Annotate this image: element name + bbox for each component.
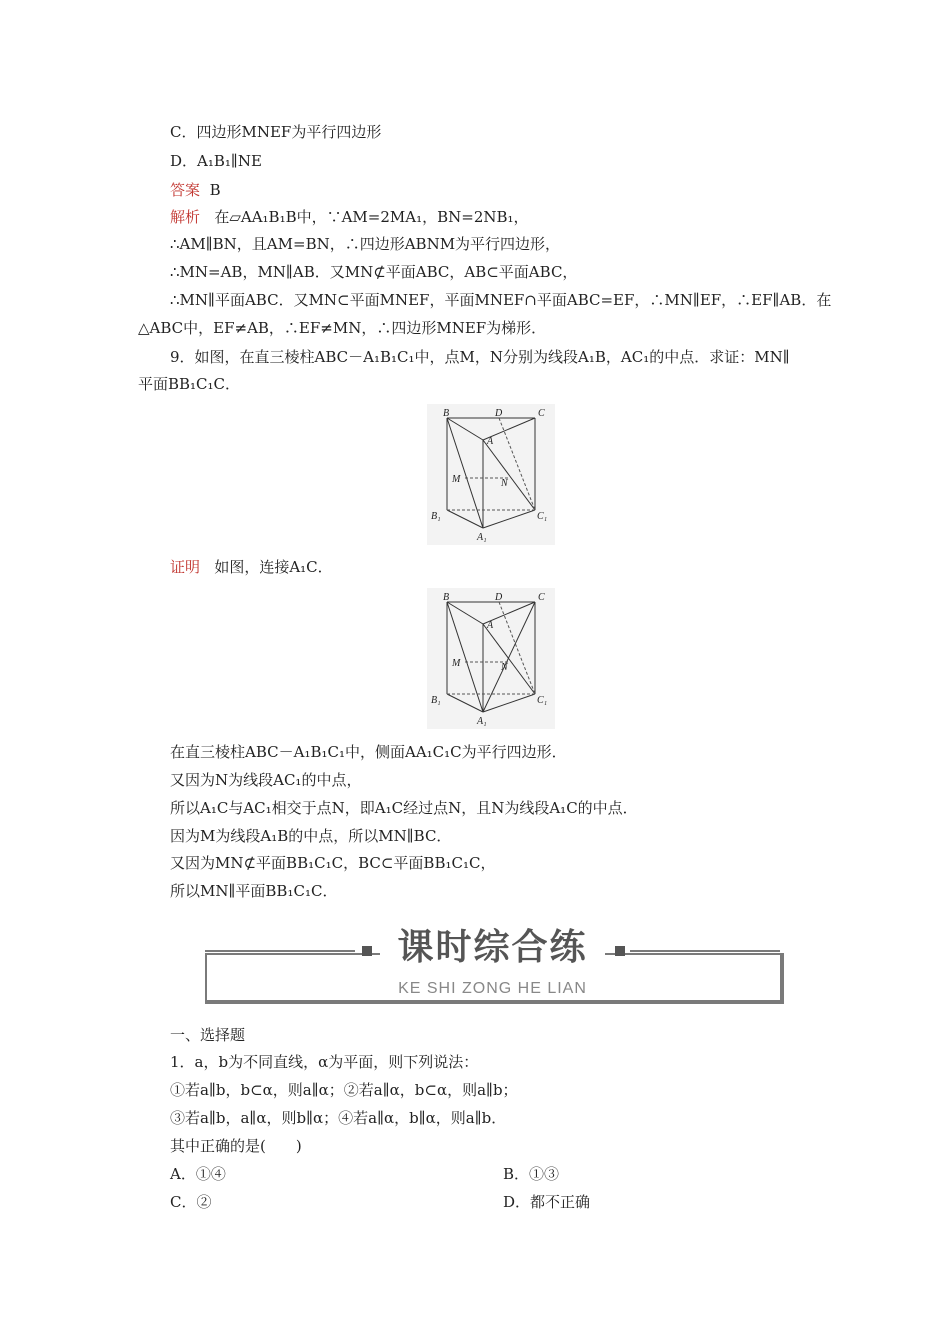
option-d: D．都不正确 — [503, 1193, 591, 1211]
fig1-label-a: A — [487, 436, 494, 447]
analysis-line-5: △ABC中，EF≠AB，∴EF≠MN，∴四边形MNEF为梯形． — [138, 319, 547, 337]
answer-value: B — [209, 181, 221, 199]
analysis-line-2: ∴AM∥BN，且AM=BN，∴四边形ABNM为平行四边形， — [170, 235, 561, 253]
proof-step-2: 又因为N为线段AC₁的中点， — [170, 771, 362, 789]
proof-step-5: 又因为MN⊄平面BB₁C₁C，BC⊂平面BB₁C₁C， — [170, 854, 496, 872]
fig2-label-c1: C₁ — [537, 695, 548, 706]
fig2-label-n: N — [501, 662, 508, 673]
prism-figure-1 — [425, 402, 557, 551]
proof-label: 证明 — [170, 558, 201, 576]
banner-square-right — [615, 946, 625, 956]
exercise-statement-2: ③若a∥b，a∥α，则b∥α；④若a∥α，b∥α，则a∥b． — [170, 1109, 507, 1127]
fig2-label-c: C — [538, 592, 545, 603]
prism-figure-2 — [425, 586, 557, 735]
fig1-label-c1: C₁ — [537, 511, 548, 522]
fig1-label-d: D — [495, 408, 503, 419]
fig1-label-n: N — [501, 478, 508, 489]
answer-line — [170, 180, 221, 200]
banner-rule-right — [630, 950, 780, 952]
banner-square-left — [362, 946, 372, 956]
banner-rule-left — [205, 950, 355, 952]
proof-step-4: 因为M为线段A₁B的中点，所以MN∥BC． — [170, 827, 452, 845]
fig2-label-a: A — [487, 620, 494, 631]
option-a: A．①④ — [170, 1165, 226, 1183]
banner-subtitle: KE SHI ZONG HE LIAN — [398, 980, 587, 997]
proof-step-3: 所以A₁C与AC₁相交于点N，即A₁C经过点N，且N为线段A₁C的中点． — [170, 799, 638, 817]
fig2-label-b: B — [443, 592, 450, 603]
option-c: C．② — [170, 1193, 212, 1211]
fig1-label-a1: A₁ — [477, 532, 487, 543]
analysis-text-1: 在▱AA₁B₁B中，∵AM=2MA₁，BN=2NB₁， — [214, 208, 529, 226]
question-9-line-1: 9．如图，在直三棱柱ABC－A₁B₁C₁中，点M，N分别为线段A₁B，AC₁的中点．求证：MN∥ — [170, 348, 790, 366]
banner-title: 课时综合练 — [380, 928, 605, 968]
section-heading: 一、选择题 — [170, 1026, 246, 1044]
fig2-label-m: M — [452, 658, 461, 669]
analysis-line-3: ∴MN=AB，MN∥AB．又MN⊄平面ABC，AB⊂平面ABC， — [170, 263, 578, 281]
prism-figure-1-svg — [425, 402, 557, 547]
exercise-ask: 其中正确的是( ) — [170, 1137, 302, 1155]
proof-step-6: 所以MN∥平面BB₁C₁C． — [170, 882, 338, 900]
fig1-label-b: B — [443, 408, 450, 419]
analysis-line-1 — [170, 207, 529, 227]
proof-text-1: 如图，连接A₁C． — [214, 558, 333, 576]
fig2-label-d: D — [495, 592, 503, 603]
section-banner — [205, 928, 780, 1003]
fig1-label-b1: B₁ — [431, 511, 441, 522]
question-9-line-2: 平面BB₁C₁C． — [138, 375, 241, 393]
option-b: B．①③ — [503, 1165, 560, 1183]
exercise-statement-1: ①若a∥b，b⊂α，则a∥α；②若a∥α，b⊂α，则a∥b； — [170, 1081, 518, 1099]
analysis-label: 解析 — [170, 208, 201, 226]
proof-line — [170, 557, 333, 577]
option-d-text: D．A₁B₁∥NE — [170, 152, 262, 170]
fig2-label-b1: B₁ — [431, 695, 441, 706]
proof-step-1: 在直三棱柱ABC－A₁B₁C₁中，侧面AA₁C₁C为平行四边形． — [170, 743, 567, 761]
answer-label: 答案 — [170, 181, 201, 199]
fig2-label-a1: A₁ — [477, 716, 487, 727]
analysis-line-4: ∴MN∥平面ABC．又MN⊂平面MNEF，平面MNEF∩平面ABC=EF，∴MN∥EF，∴EF∥AB．在 — [170, 291, 832, 309]
exercise-q1: 1．a，b为不同直线，α为平面，则下列说法： — [170, 1053, 479, 1071]
prism-figure-2-svg — [425, 586, 557, 731]
fig1-label-c: C — [538, 408, 545, 419]
fig1-label-m: M — [452, 474, 461, 485]
option-c-text: C．四边形MNEF为平行四边形 — [170, 123, 382, 141]
